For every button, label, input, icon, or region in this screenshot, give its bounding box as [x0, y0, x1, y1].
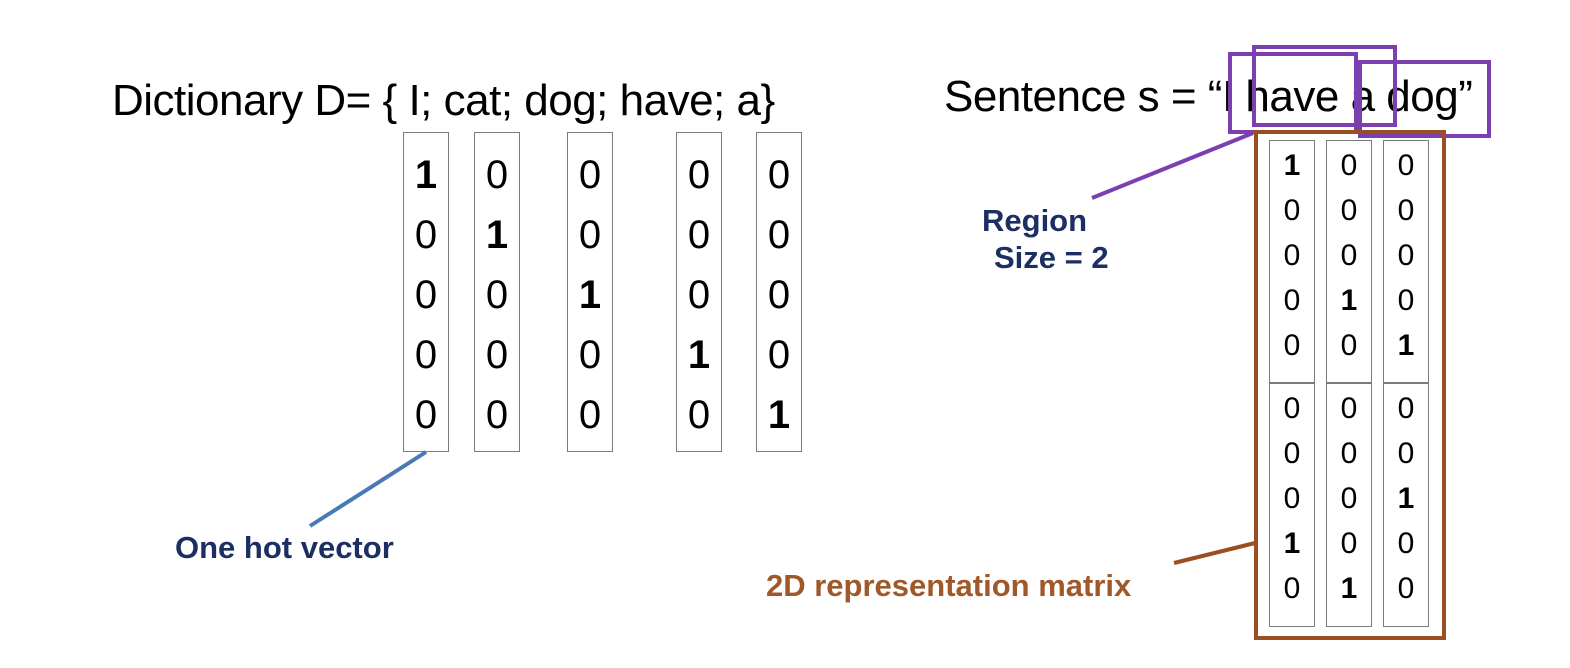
vector-cell: 0 — [414, 273, 438, 317]
vector-cell: 0 — [687, 273, 711, 317]
vector-cell: 0 — [414, 393, 438, 437]
matrix-cell: 1 — [1340, 572, 1358, 605]
matrix-cell: 0 — [1397, 392, 1415, 425]
region-label-line1: Region — [982, 203, 1088, 238]
matrix-cell: 0 — [1397, 149, 1415, 182]
vector-cell: 0 — [578, 393, 602, 437]
matrix-pointer-line — [1174, 543, 1255, 563]
region-label-line2: Size = 2 — [994, 240, 1109, 275]
vector-cell: 0 — [485, 333, 509, 377]
matrix-outline — [1256, 132, 1444, 638]
vector-cell: 0 — [687, 153, 711, 197]
sentence-word-a: a — [1350, 72, 1375, 121]
matrix-cell: 0 — [1340, 149, 1358, 182]
matrix-cell: 0 — [1340, 437, 1358, 470]
vector-cell: 0 — [485, 153, 509, 197]
matrix-cell: 0 — [1397, 284, 1415, 317]
matrix-label: 2D representation matrix — [766, 568, 1132, 603]
matrix-cell: 0 — [1397, 194, 1415, 227]
vector-cell: 0 — [578, 153, 602, 197]
matrix-cell: 0 — [1283, 437, 1301, 470]
sentence-suffix: ” — [1458, 72, 1473, 121]
sentence-word-dog: dog — [1386, 72, 1459, 121]
vector-cell: 1 — [414, 153, 438, 197]
vector-cell: 0 — [687, 393, 711, 437]
vector-cell: 1 — [578, 273, 602, 317]
vector-cell: 0 — [414, 213, 438, 257]
sentence-word-have: have — [1245, 72, 1339, 121]
one-hot-vector-label: One hot vector — [175, 530, 394, 565]
matrix-cell: 1 — [1397, 482, 1415, 515]
vector-cell: 1 — [767, 393, 791, 437]
vector-cell: 0 — [485, 273, 509, 317]
matrix-cell: 1 — [1283, 149, 1301, 182]
matrix-cell: 0 — [1397, 572, 1415, 605]
vector-cell: 0 — [767, 273, 791, 317]
matrix-cell: 0 — [1283, 284, 1301, 317]
vector-cell: 0 — [687, 213, 711, 257]
vector-cell: 1 — [687, 333, 711, 377]
vector-cell: 0 — [767, 333, 791, 377]
matrix-cell: 0 — [1283, 239, 1301, 272]
matrix-cell: 1 — [1340, 284, 1358, 317]
vector-cell: 1 — [485, 213, 509, 257]
matrix-cell: 0 — [1397, 239, 1415, 272]
vector-cell: 0 — [578, 333, 602, 377]
sentence-word-i: I — [1221, 72, 1234, 121]
vector-cell: 0 — [767, 213, 791, 257]
matrix-cell: 1 — [1397, 329, 1415, 362]
matrix-cell: 0 — [1283, 572, 1301, 605]
sentence-prefix: Sentence s = “ — [944, 72, 1222, 121]
matrix-cell: 0 — [1340, 527, 1358, 560]
matrix-cell: 1 — [1283, 527, 1301, 560]
matrix-cell: 0 — [1340, 194, 1358, 227]
one-hot-pointer-line — [310, 452, 426, 526]
matrix-cell: 0 — [1340, 329, 1358, 362]
vector-cell: 0 — [485, 393, 509, 437]
vector-cell: 0 — [767, 153, 791, 197]
matrix-cell: 0 — [1340, 392, 1358, 425]
matrix-cell: 0 — [1283, 329, 1301, 362]
region-box-i-have — [1230, 54, 1356, 132]
matrix-cell: 0 — [1340, 482, 1358, 515]
matrix-cell: 0 — [1340, 239, 1358, 272]
vector-cell: 0 — [414, 333, 438, 377]
matrix-cell: 0 — [1283, 482, 1301, 515]
matrix-cell: 0 — [1283, 194, 1301, 227]
vector-cell: 0 — [578, 213, 602, 257]
matrix-cell: 0 — [1397, 437, 1415, 470]
matrix-cell: 0 — [1397, 527, 1415, 560]
region-box-have-a — [1254, 47, 1395, 125]
dictionary-title: Dictionary D= { I; cat; dog; have; a} — [112, 76, 775, 125]
matrix-cell: 0 — [1283, 392, 1301, 425]
region-size-label — [982, 202, 1109, 276]
region-pointer-line — [1092, 133, 1253, 198]
